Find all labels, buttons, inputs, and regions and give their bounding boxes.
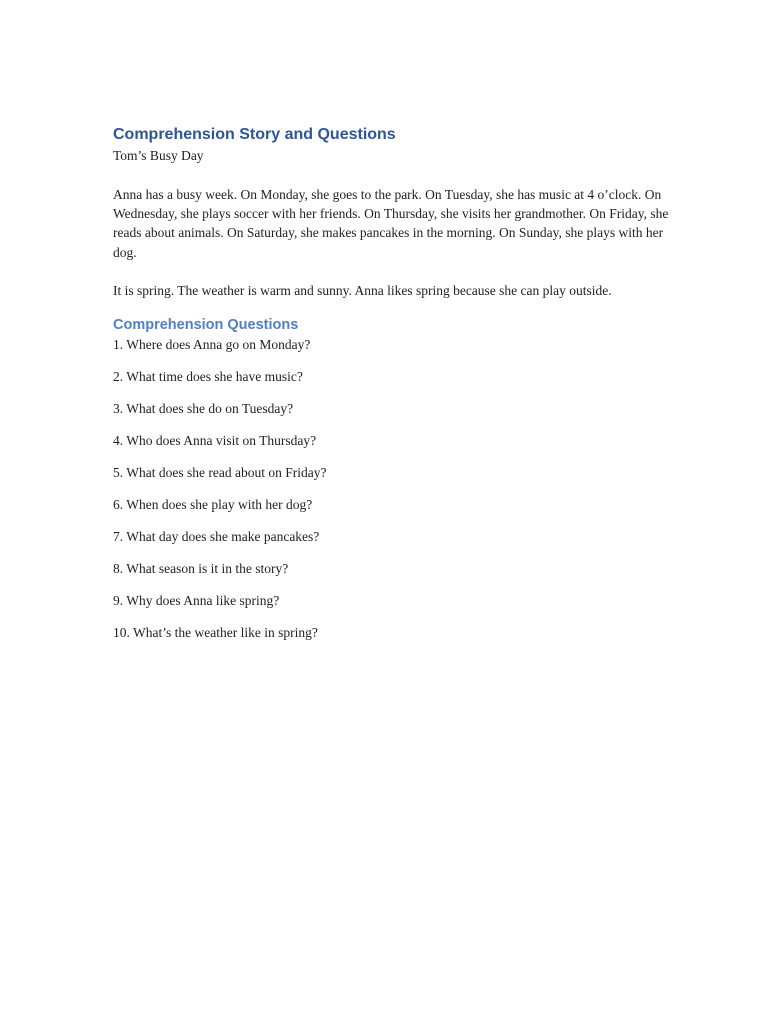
questions-list — [113, 335, 673, 643]
questions-heading: Comprehension Questions — [113, 317, 299, 334]
story-paragraph: Anna has a busy week. On Monday, she goes to the park. On Tuesday, she has music at 4 o’clock. On Wednesday, she plays soccer with her friends. On Thursday, she visits her grandmother. On Friday, she reads about animals. On Saturday, she makes pancakes in the morning. On Sunday, she plays with her dog. — [113, 187, 669, 260]
question-item: 10. What’s the weather like in spring? — [113, 625, 318, 641]
document-page — [113, 124, 673, 655]
question-item: 4. Who does Anna visit on Thursday? — [113, 433, 317, 449]
question-item: 7. What day does she make pancakes? — [113, 529, 320, 545]
question-item: 8. What season is it in the story? — [113, 561, 289, 577]
question-item: 6. When does she play with her dog? — [113, 497, 313, 513]
question-item: 1. Where does Anna go on Monday? — [113, 337, 311, 353]
story-paragraph: It is spring. The weather is warm and sunny. Anna likes spring because she can play outside. — [113, 282, 612, 298]
question-item: 5. What does she read about on Friday? — [113, 465, 327, 481]
question-item: 2. What time does she have music? — [113, 369, 303, 385]
question-item: 3. What does she do on Tuesday? — [113, 401, 294, 417]
page-title: Comprehension Story and Questions — [113, 126, 396, 143]
story-subtitle: Tom’s Busy Day — [113, 148, 204, 163]
question-item: 9. Why does Anna like spring? — [113, 593, 280, 609]
